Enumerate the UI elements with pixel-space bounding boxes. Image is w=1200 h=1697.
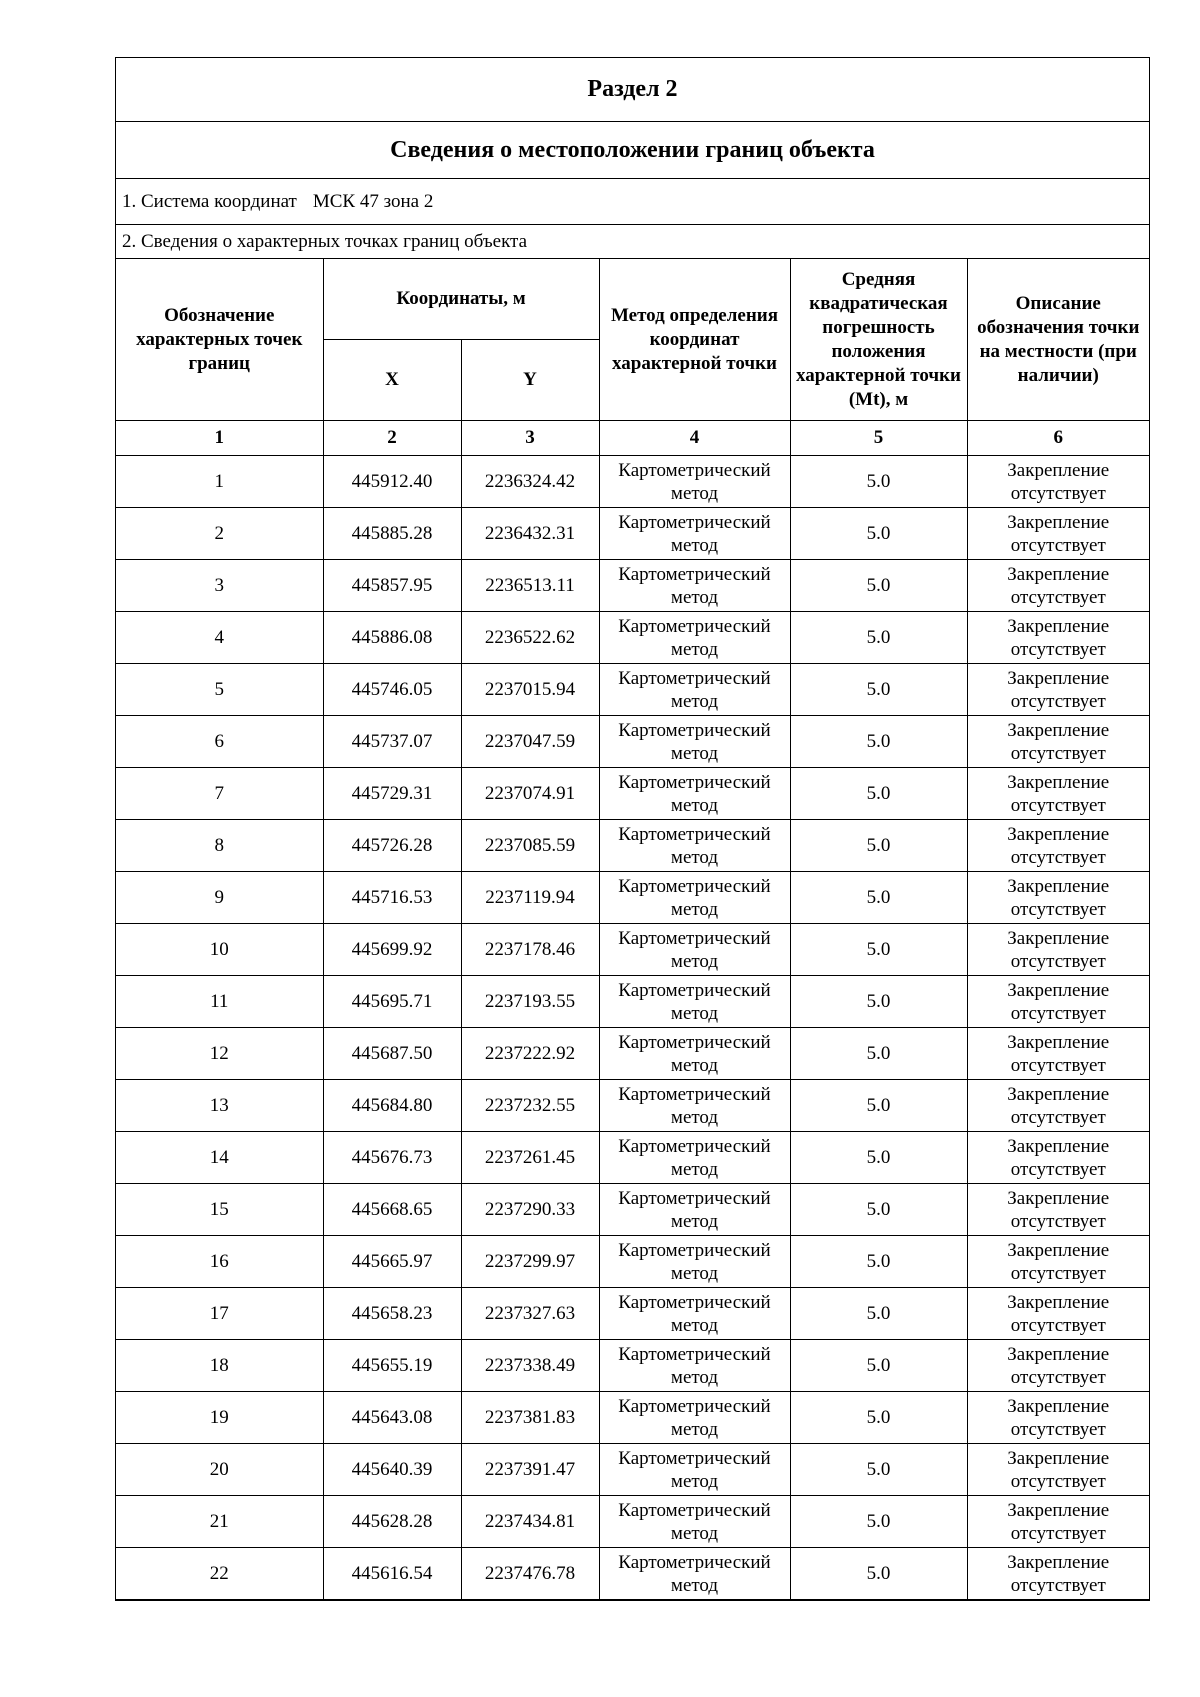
coordinate-y-cell: 2236513.11	[461, 560, 599, 612]
coordinate-y-cell: 2236522.62	[461, 612, 599, 664]
mean-square-error-cell: 5.0	[790, 1340, 967, 1392]
method-cell: Картометрический метод	[599, 664, 790, 716]
point-number-cell: 3	[116, 560, 323, 612]
method-cell: Картометрический метод	[599, 820, 790, 872]
point-description-cell: Закрепление отсутствует	[967, 1028, 1149, 1080]
table-row	[116, 1080, 1149, 1132]
point-description-cell: Закрепление отсутствует	[967, 872, 1149, 924]
coordinate-x-cell: 445684.80	[323, 1080, 461, 1132]
coordinate-y-cell: 2237222.92	[461, 1028, 599, 1080]
section-subtitle: Сведения о местоположении границ объекта	[116, 122, 1149, 179]
mean-square-error-cell: 5.0	[790, 1184, 967, 1236]
coordinate-y-cell: 2237299.97	[461, 1236, 599, 1288]
document-frame	[115, 57, 1150, 1601]
coordinate-y-cell: 2237047.59	[461, 716, 599, 768]
coordinate-y-cell: 2237074.91	[461, 768, 599, 820]
coordinate-y-cell: 2237232.55	[461, 1080, 599, 1132]
coordinate-x-cell: 445658.23	[323, 1288, 461, 1340]
point-description-cell: Закрепление отсутствует	[967, 560, 1149, 612]
method-cell: Картометрический метод	[599, 1288, 790, 1340]
point-number-cell: 9	[116, 872, 323, 924]
column-number: 3	[461, 421, 599, 456]
coordinate-x-cell: 445886.08	[323, 612, 461, 664]
boundary-points-table	[116, 259, 1149, 1600]
method-cell: Картометрический метод	[599, 1444, 790, 1496]
point-number-cell: 21	[116, 1496, 323, 1548]
mean-square-error-cell: 5.0	[790, 1028, 967, 1080]
table-row	[116, 1340, 1149, 1392]
method-cell: Картометрический метод	[599, 872, 790, 924]
header-error: Средняя квадратическая погрешность положения характерной точки (Mt), м	[790, 259, 967, 421]
header-description: Описание обозначения точки на местности (при наличии)	[967, 259, 1149, 421]
point-number-cell: 13	[116, 1080, 323, 1132]
point-description-cell: Закрепление отсутствует	[967, 456, 1149, 508]
point-number-cell: 10	[116, 924, 323, 976]
point-number-cell: 1	[116, 456, 323, 508]
coordinate-x-cell: 445628.28	[323, 1496, 461, 1548]
mean-square-error-cell: 5.0	[790, 976, 967, 1028]
point-number-cell: 7	[116, 768, 323, 820]
coordinate-y-cell: 2237327.63	[461, 1288, 599, 1340]
coordinate-x-cell: 445640.39	[323, 1444, 461, 1496]
coordinate-x-cell: 445643.08	[323, 1392, 461, 1444]
mean-square-error-cell: 5.0	[790, 1548, 967, 1600]
mean-square-error-cell: 5.0	[790, 664, 967, 716]
header-y: Y	[461, 340, 599, 421]
coordinate-y-cell: 2237290.33	[461, 1184, 599, 1236]
method-cell: Картометрический метод	[599, 508, 790, 560]
mean-square-error-cell: 5.0	[790, 1236, 967, 1288]
coordinate-y-cell: 2237085.59	[461, 820, 599, 872]
point-number-cell: 14	[116, 1132, 323, 1184]
table-row	[116, 560, 1149, 612]
point-description-cell: Закрепление отсутствует	[967, 1080, 1149, 1132]
point-number-cell: 18	[116, 1340, 323, 1392]
point-description-cell: Закрепление отсутствует	[967, 1444, 1149, 1496]
column-number: 6	[967, 421, 1149, 456]
method-cell: Картометрический метод	[599, 976, 790, 1028]
coordinate-x-cell: 445616.54	[323, 1548, 461, 1600]
point-description-cell: Закрепление отсутствует	[967, 1184, 1149, 1236]
coordinate-x-cell: 445729.31	[323, 768, 461, 820]
method-cell: Картометрический метод	[599, 1184, 790, 1236]
column-number: 2	[323, 421, 461, 456]
point-number-cell: 5	[116, 664, 323, 716]
coordinate-x-cell: 445746.05	[323, 664, 461, 716]
table-row	[116, 1028, 1149, 1080]
coordinate-system-line	[116, 179, 1149, 225]
mean-square-error-cell: 5.0	[790, 924, 967, 976]
point-number-cell: 19	[116, 1392, 323, 1444]
coordinate-x-cell: 445726.28	[323, 820, 461, 872]
method-cell: Картометрический метод	[599, 456, 790, 508]
coordinate-y-cell: 2237476.78	[461, 1548, 599, 1600]
coordinate-y-cell: 2237261.45	[461, 1132, 599, 1184]
method-cell: Картометрический метод	[599, 924, 790, 976]
coordinate-x-cell: 445885.28	[323, 508, 461, 560]
table-row	[116, 456, 1149, 508]
table-row	[116, 872, 1149, 924]
point-description-cell: Закрепление отсутствует	[967, 820, 1149, 872]
header-row	[116, 259, 1149, 340]
point-description-cell: Закрепление отсутствует	[967, 1392, 1149, 1444]
mean-square-error-cell: 5.0	[790, 612, 967, 664]
mean-square-error-cell: 5.0	[790, 768, 967, 820]
point-number-cell: 22	[116, 1548, 323, 1600]
coordinate-x-cell: 445668.65	[323, 1184, 461, 1236]
coordinate-system-value: МСК 47 зона 2	[312, 190, 434, 212]
coordinate-x-cell: 445687.50	[323, 1028, 461, 1080]
header-x: X	[323, 340, 461, 421]
mean-square-error-cell: 5.0	[790, 560, 967, 612]
point-number-cell: 20	[116, 1444, 323, 1496]
section-title: Раздел 2	[116, 58, 1149, 122]
coordinate-y-cell: 2237338.49	[461, 1340, 599, 1392]
table-row	[116, 924, 1149, 976]
method-cell: Картометрический метод	[599, 1236, 790, 1288]
table-row	[116, 508, 1149, 560]
table-footer-strip	[116, 1578, 1149, 1600]
mean-square-error-cell: 5.0	[790, 1496, 967, 1548]
header-designation: Обозначение характерных точек границ	[116, 259, 323, 421]
method-cell: Картометрический метод	[599, 612, 790, 664]
mean-square-error-cell: 5.0	[790, 1444, 967, 1496]
coordinate-y-cell: 2237381.83	[461, 1392, 599, 1444]
method-cell: Картометрический метод	[599, 1340, 790, 1392]
coordinate-y-cell: 2237193.55	[461, 976, 599, 1028]
point-description-cell: Закрепление отсутствует	[967, 1288, 1149, 1340]
header-method: Метод определения координат характерной точки	[599, 259, 790, 421]
coordinate-y-cell: 2237119.94	[461, 872, 599, 924]
coordinate-system-label: 1. Система координат	[122, 190, 297, 212]
point-number-cell: 11	[116, 976, 323, 1028]
point-description-cell: Закрепление отсутствует	[967, 924, 1149, 976]
header-coordinates: Координаты, м	[323, 259, 599, 340]
coordinate-x-cell: 445695.71	[323, 976, 461, 1028]
method-cell: Картометрический метод	[599, 1132, 790, 1184]
table-row	[116, 1496, 1149, 1548]
table-row	[116, 612, 1149, 664]
point-description-cell: Закрепление отсутствует	[967, 508, 1149, 560]
method-cell: Картометрический метод	[599, 768, 790, 820]
table-row	[116, 1184, 1149, 1236]
coordinate-y-cell: 2237391.47	[461, 1444, 599, 1496]
column-number: 1	[116, 421, 323, 456]
points-section-label: 2. Сведения о характерных точках границ объекта	[116, 225, 1149, 259]
point-description-cell: Закрепление отсутствует	[967, 1548, 1149, 1600]
coordinate-y-cell: 2237434.81	[461, 1496, 599, 1548]
coordinate-x-cell: 445655.19	[323, 1340, 461, 1392]
point-number-cell: 16	[116, 1236, 323, 1288]
point-description-cell: Закрепление отсутствует	[967, 664, 1149, 716]
point-number-cell: 2	[116, 508, 323, 560]
point-number-cell: 15	[116, 1184, 323, 1236]
method-cell: Картометрический метод	[599, 716, 790, 768]
column-number: 5	[790, 421, 967, 456]
method-cell: Картометрический метод	[599, 1548, 790, 1600]
coordinate-y-cell: 2237015.94	[461, 664, 599, 716]
method-cell: Картометрический метод	[599, 1496, 790, 1548]
mean-square-error-cell: 5.0	[790, 1080, 967, 1132]
point-description-cell: Закрепление отсутствует	[967, 1236, 1149, 1288]
table-row	[116, 1236, 1149, 1288]
table-row	[116, 664, 1149, 716]
mean-square-error-cell: 5.0	[790, 820, 967, 872]
point-number-cell: 17	[116, 1288, 323, 1340]
mean-square-error-cell: 5.0	[790, 1132, 967, 1184]
point-description-cell: Закрепление отсутствует	[967, 1340, 1149, 1392]
coordinate-x-cell: 445676.73	[323, 1132, 461, 1184]
coordinate-x-cell: 445737.07	[323, 716, 461, 768]
coordinate-y-cell: 2236432.31	[461, 508, 599, 560]
coordinate-x-cell: 445699.92	[323, 924, 461, 976]
table-row	[116, 976, 1149, 1028]
point-number-cell: 4	[116, 612, 323, 664]
coordinate-y-cell: 2237178.46	[461, 924, 599, 976]
point-number-cell: 6	[116, 716, 323, 768]
point-description-cell: Закрепление отсутствует	[967, 768, 1149, 820]
mean-square-error-cell: 5.0	[790, 716, 967, 768]
column-number-row	[116, 421, 1149, 456]
method-cell: Картометрический метод	[599, 1392, 790, 1444]
column-number: 4	[599, 421, 790, 456]
table-row	[116, 820, 1149, 872]
table-row	[116, 1444, 1149, 1496]
point-description-cell: Закрепление отсутствует	[967, 716, 1149, 768]
point-description-cell: Закрепление отсутствует	[967, 612, 1149, 664]
method-cell: Картометрический метод	[599, 1080, 790, 1132]
point-description-cell: Закрепление отсутствует	[967, 1132, 1149, 1184]
table-row	[116, 716, 1149, 768]
method-cell: Картометрический метод	[599, 1028, 790, 1080]
point-number-cell: 8	[116, 820, 323, 872]
mean-square-error-cell: 5.0	[790, 872, 967, 924]
point-description-cell: Закрепление отсутствует	[967, 1496, 1149, 1548]
coordinate-x-cell: 445857.95	[323, 560, 461, 612]
mean-square-error-cell: 5.0	[790, 1392, 967, 1444]
table-row	[116, 1392, 1149, 1444]
coordinate-x-cell: 445665.97	[323, 1236, 461, 1288]
mean-square-error-cell: 5.0	[790, 456, 967, 508]
mean-square-error-cell: 5.0	[790, 1288, 967, 1340]
table-row	[116, 1288, 1149, 1340]
coordinate-y-cell: 2236324.42	[461, 456, 599, 508]
point-description-cell: Закрепление отсутствует	[967, 976, 1149, 1028]
mean-square-error-cell: 5.0	[790, 508, 967, 560]
point-number-cell: 12	[116, 1028, 323, 1080]
method-cell: Картометрический метод	[599, 560, 790, 612]
coordinate-x-cell: 445716.53	[323, 872, 461, 924]
table-row	[116, 1132, 1149, 1184]
table-row	[116, 768, 1149, 820]
coordinate-x-cell: 445912.40	[323, 456, 461, 508]
